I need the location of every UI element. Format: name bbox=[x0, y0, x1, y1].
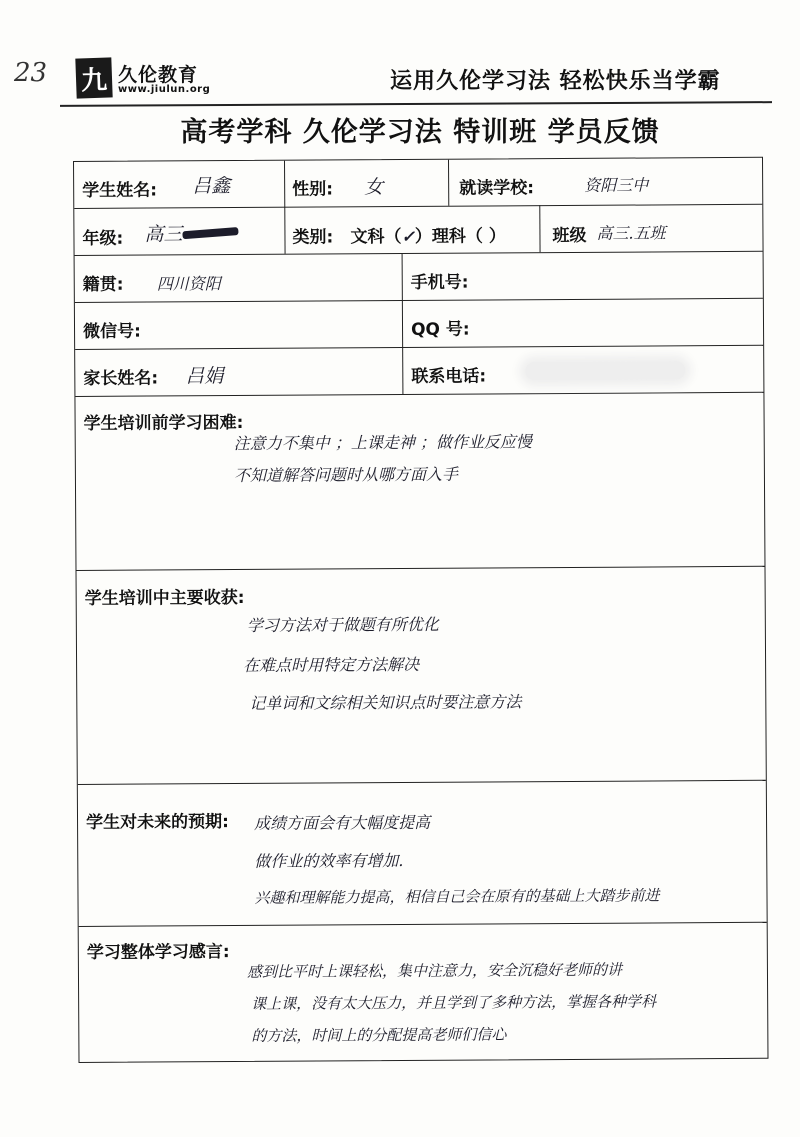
hometown-value: 四川资阳 bbox=[156, 274, 221, 294]
scribbled-out-text bbox=[182, 227, 238, 239]
gender-value: 女 bbox=[364, 176, 384, 199]
future-expectation-label: 学生对未来的预期: bbox=[85, 812, 229, 833]
before-training-label: 学生培训前学习困难: bbox=[83, 412, 244, 434]
phone-label: 手机号: bbox=[410, 272, 469, 293]
brand-name: 久伦教育 bbox=[118, 64, 199, 86]
training-gains-line-1: 学习方法对于做题有所优化 bbox=[246, 614, 439, 635]
future-expectation-line-2: 做作业的效率有增加. bbox=[254, 850, 404, 871]
before-training-line-1: 注意力不集中 ；上课走神 ；做作业反应慢 bbox=[233, 432, 532, 454]
header-divider bbox=[60, 101, 772, 107]
overall-feeling-line-2: 课上课，没有太大压力，并且学到了多种方法，掌握各种学科 bbox=[251, 992, 657, 1013]
gender-label: 性别: bbox=[292, 179, 334, 200]
class-label: 班级 bbox=[552, 225, 587, 247]
page-number: 23 bbox=[14, 58, 48, 88]
future-expectation-line-1: 成绩方面会有大幅度提高 bbox=[253, 812, 431, 833]
hometown-label: 籍贯: bbox=[82, 274, 124, 295]
grade-label: 年级: bbox=[82, 228, 124, 249]
overall-feeling-line-1: 感到比平时上课轻松，集中注意力，安全沉稳好老师的讲 bbox=[246, 960, 623, 981]
category-science-label: ）理科（ ） bbox=[414, 226, 506, 247]
training-gains-line-2: 在难点时用特定方法解决 bbox=[243, 654, 420, 675]
category-label: 类别: bbox=[292, 227, 334, 248]
qq-label: QQ 号: bbox=[410, 319, 470, 340]
brand-url: www.jiulun.org bbox=[118, 84, 211, 95]
parent-name-label: 家长姓名: bbox=[83, 368, 159, 389]
overall-feeling-line-3: 的方法，时间上的分配提高老师们信心 bbox=[251, 1025, 507, 1045]
feedback-form bbox=[73, 157, 768, 1063]
wechat-label: 微信号: bbox=[82, 321, 141, 342]
parent-name-value: 吕娟 bbox=[185, 365, 224, 388]
before-training-line-2: 不知道解答问题时从哪方面入手 bbox=[233, 464, 458, 486]
category-options bbox=[350, 221, 505, 247]
future-expectation-line-3: 兴趣和理解能力提高，相信自己会在原有的基础上大踏步前进 bbox=[254, 886, 660, 907]
brand-logo: 九 bbox=[75, 57, 112, 98]
student-name-value: 吕鑫 bbox=[192, 175, 231, 198]
grade-value: 高三 bbox=[144, 223, 183, 246]
school-label: 就读学校: bbox=[459, 178, 535, 199]
class-value: 高三.五班 bbox=[596, 223, 666, 243]
slogan: 运用久伦学习法 轻松快乐当学霸 bbox=[390, 69, 721, 94]
contact-phone-label: 联系电话: bbox=[411, 366, 487, 387]
category-arts-label: 文科（ bbox=[350, 226, 402, 248]
training-gains-label: 学生培训中主要收获: bbox=[84, 587, 245, 609]
student-name-label: 学生姓名: bbox=[82, 180, 158, 201]
category-checkmark: ✓ bbox=[401, 226, 415, 246]
page-title: 高考学科 久伦学习法 特训班 学员反馈 bbox=[180, 117, 660, 148]
training-gains-line-3: 记单词和文综相关知识点时要注意方法 bbox=[249, 692, 522, 713]
overall-feeling-label: 学习整体学习感言: bbox=[86, 942, 230, 963]
redacted-phone-number bbox=[525, 361, 685, 380]
school-value: 资阳三中 bbox=[584, 175, 649, 195]
